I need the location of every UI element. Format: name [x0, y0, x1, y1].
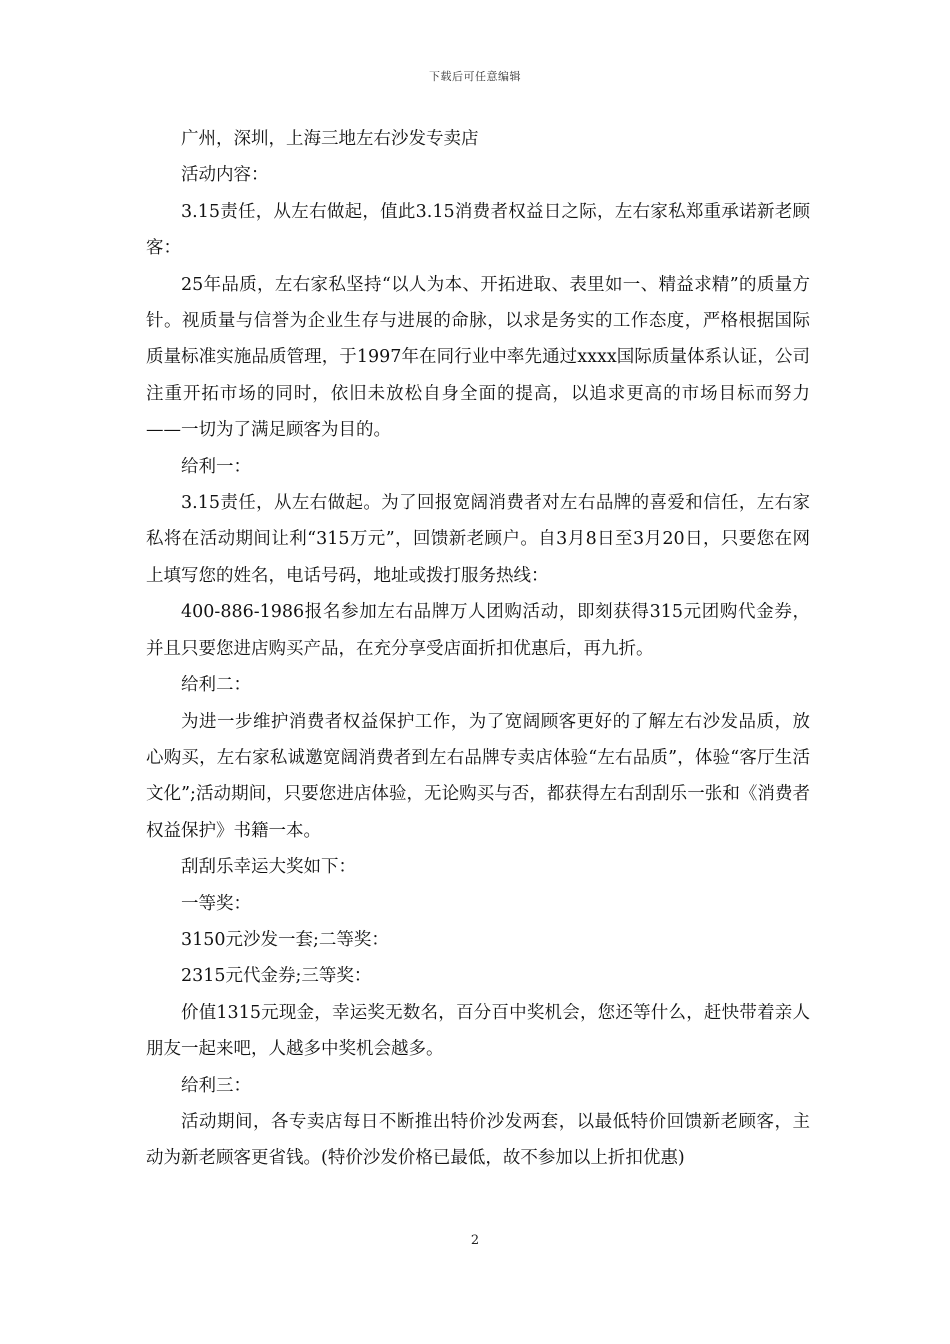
paragraph-activity-heading: 活动内容：: [181, 165, 269, 186]
paragraph-315-commitment: 3.15责任，从左右做起，值此3.15消费者权益日之际，左右家私郑重承诺新老顾客：: [146, 201, 810, 259]
document-body: [146, 121, 810, 1177]
paragraph-benefit-three: 活动期间，各专卖店每日不断推出特价沙发两套，以最低特价回馈新老顾客，主动为新老顾客更省钱。(特价沙发价格已最低，故不参加以上折扣优惠): [146, 1111, 810, 1169]
paragraph-quality-policy: 25年品质，左右家私坚持“以人为本、开拓进取、表里如一、精益求精”的质量方针。视质量与信誉为企业生存与进展的命脉，以求是务实的工作态度，严格根据国际质量标准实施品质管理，于1997年在同行业中率先通过xxxx国际质量体系认证，公司注重开拓市场的同时，依旧未放松自身全面的提高，以追求更高的市场目标而努力——一切为了满足顾客为目的。: [146, 274, 810, 441]
paragraph-benefit-one: 3.15责任，从左右做起。为了回报宽阔消费者对左右品牌的喜爱和信任，左右家私将在活动期间让利“315万元”，回馈新老顾户。自3月8日至3月20日，只要您在网上填写您的姓名，电话号码，地址或拨打服务热线：: [146, 493, 810, 586]
paragraph-benefit-two-heading: 给利二：: [181, 675, 251, 696]
paragraph-benefit-one-heading: 给利一：: [181, 456, 251, 477]
paragraph-hotline-group-buy: 400-886-1986报名参加左右品牌万人团购活动，即刻获得315元团购代金券，并且只要您进店购买产品，在充分享受店面折扣优惠后，再九折。: [146, 602, 810, 659]
paragraph-first-prize: 一等奖：: [181, 893, 251, 914]
paragraph-store-locations: 广州，深圳，上海三地左右沙发专卖店: [181, 129, 479, 149]
paragraph-second-prize: 3150元沙发一套;二等奖：: [181, 929, 389, 950]
paragraph-lucky-prize: 价值1315元现金，幸运奖无数名，百分百中奖机会，您还等什么，赶快带着亲人朋友一起来吧，人越多中奖机会越多。: [146, 1002, 810, 1060]
paragraph-benefit-three-heading: 给利三：: [181, 1075, 251, 1096]
page-number: 2: [470, 1233, 480, 1248]
page-header-note: 下载后可任意编辑: [429, 70, 521, 83]
paragraph-third-prize: 2315元代金券;三等奖：: [181, 966, 372, 987]
paragraph-prize-heading: 刮刮乐幸运大奖如下：: [181, 857, 356, 878]
paragraph-benefit-two: 为进一步维护消费者权益保护工作，为了宽阔顾客更好的了解左右沙发品质，放心购买，左右家私诚邀宽阔消费者到左右品牌专卖店体验“左右品质”，体验“客厅生活文化”;活动期间，只要您进店体验，无论购买与否，都获得左右刮刮乐一张和《消费者权益保护》书籍一本。: [146, 711, 810, 841]
